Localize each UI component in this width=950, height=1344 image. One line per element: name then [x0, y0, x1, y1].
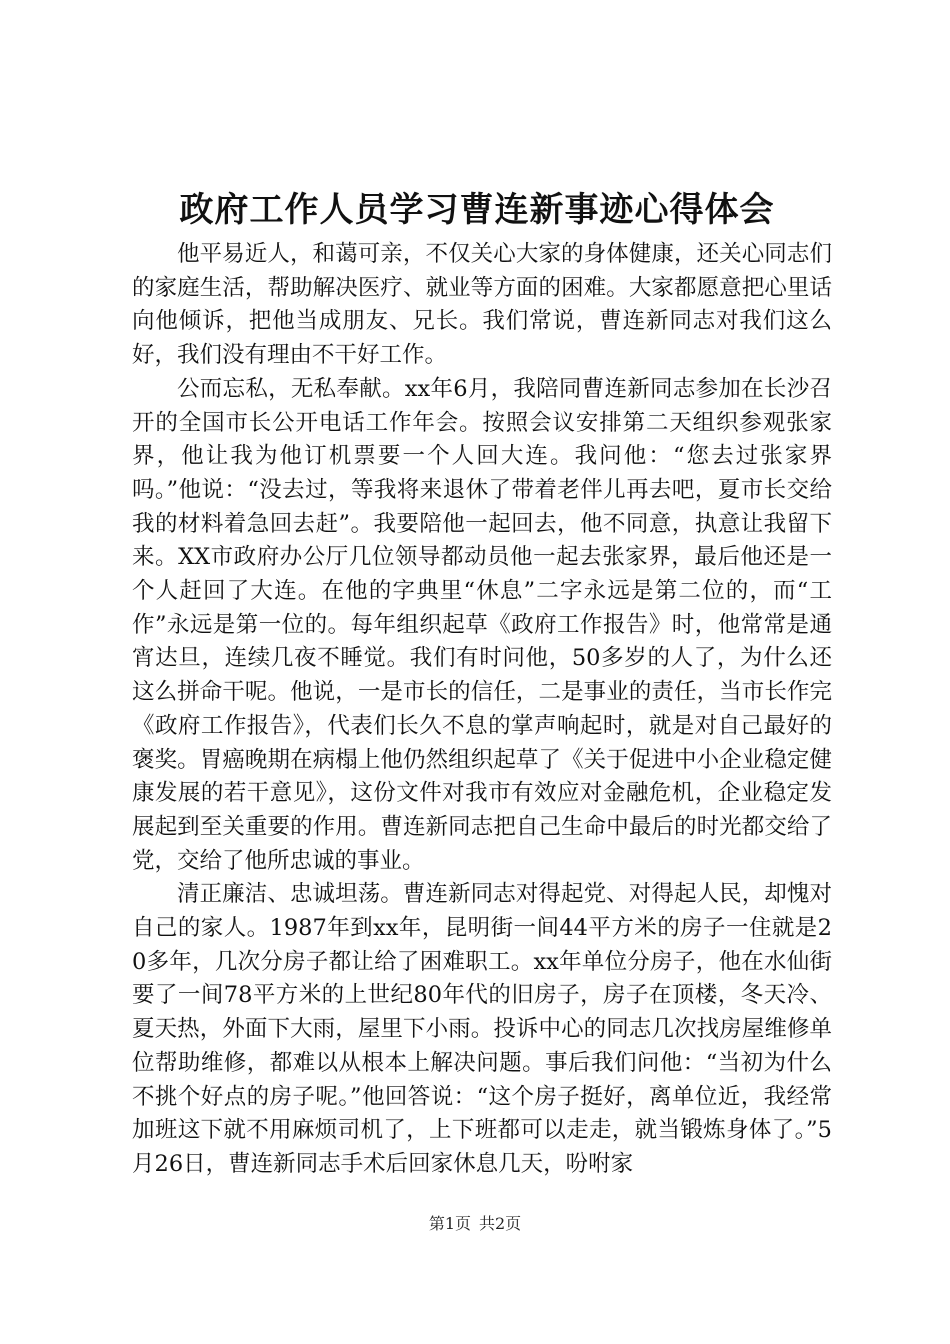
page-total: 共2页 [479, 1214, 522, 1233]
page-number: 第1页 [428, 1214, 471, 1233]
page-footer [0, 1214, 950, 1234]
paragraph-1: 他平易近人，和蔼可亲，不仅关心大家的身体健康，还关心同志们的家庭生活，帮助解决医疗、就业等方面的困难。大家都愿意把心里话向他倾诉，把他当成朋友、兄长。我们常说，曹连新同志对我们这么好，我们没有理由不干好工作。 [132, 241, 832, 369]
paragraph-3: 清正廉洁、忠诚坦荡。曹连新同志对得起党、对得起人民，却愧对自己的家人。1987年到xx年，昆明街一间44平方米的房子一住就是20多年，几次分房子都让给了困难职工。xx年单位分房子，他在水仙街要了一间78平方米的上世纪80年代的旧房子，房子在顶楼，冬天冷、夏天热，外面下大雨，屋里下小雨。投诉中心的同志几次找房屋维修单位帮助维修，都难以从根本上解决问题。事后我们问他：“当初为什么不挑个好点的房子呢。”他回答说：“这个房子挺好，离单位近，我经常加班这下就不用麻烦司机了，上下班都可以走走，就当锻炼身体了。”5月26日，曹连新同志手术后回家休息几天，吩咐家 [132, 881, 832, 1177]
document-title: 政府工作人员学习曹连新事迹心得体会 [179, 190, 775, 230]
document-body [132, 238, 832, 1182]
paragraph-2: 公而忘私，无私奉献。xx年6月，我陪同曹连新同志参加在长沙召开的全国市长公开电话工作年会。按照会议安排第二天组织参观张家界，他让我为他订机票要一个人回大连。我问他：“您去过张家界吗。”他说：“没去过，等我将来退休了带着老伴儿再去吧，夏市长交给我的材料着急回去赶”。我要陪他一起回去，他不同意，执意让我留下来。XX市政府办公厅几位领导都动员他一起去张家界，最后他还是一个人赶回了大连。在他的字典里“休息”二字永远是第二位的，而“工作”永远是第一位的。每年组织起草《政府工作报告》时，他常常是通宵达旦，连续几夜不睡觉。我们有时问他，50多岁的人了，为什么还这么拼命干呢。他说，一是市长的信任，二是事业的责任，当市长作完《政府工作报告》，代表们长久不息的掌声响起时，就是对自己最好的褒奖。胃癌晚期在病榻上他仍然组织起草了《关于促进中小企业稳定健康发展的若干意见》，这份文件对我市有效应对金融危机，企业稳定发展起到至关重要的作用。曹连新同志把自己生命中最后的时光都交给了党，交给了他所忠诚的事业。 [132, 375, 832, 874]
